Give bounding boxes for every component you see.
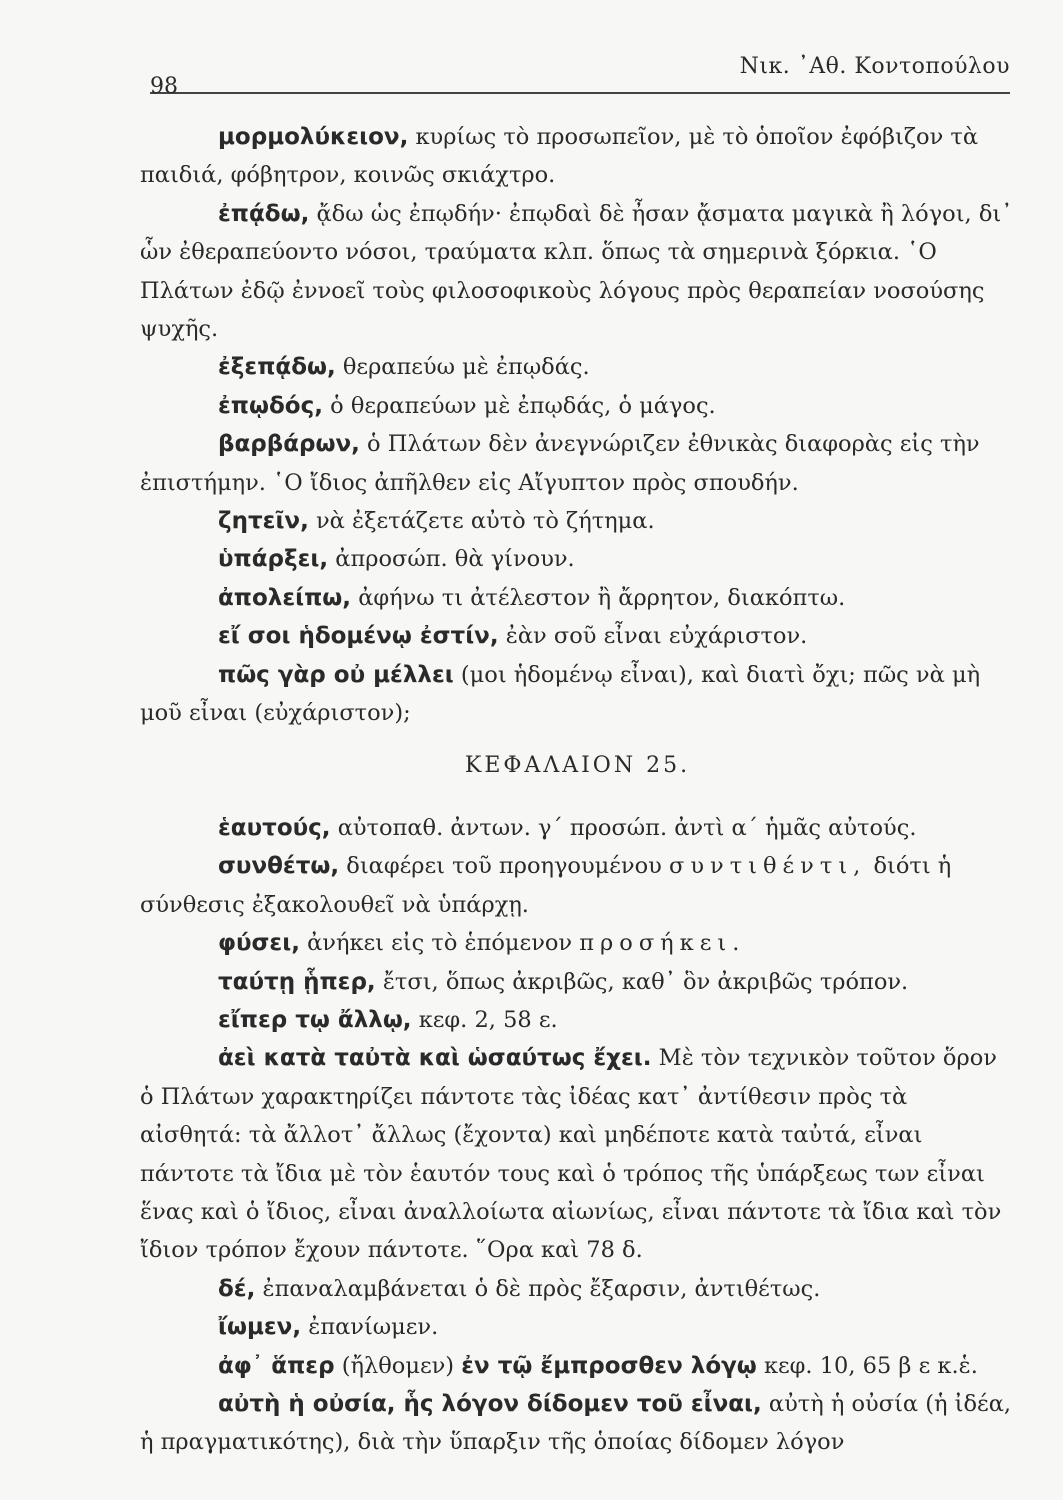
lemma: ζητεῖν, — [218, 508, 309, 535]
gloss: ἀπροσώπ. θὰ γίνουν. — [335, 546, 575, 573]
page-number: 98 — [150, 74, 178, 99]
spaced-word: προσήκει. — [579, 930, 746, 957]
lemma: πῶς γὰρ οὐ μέλλει — [218, 661, 454, 688]
entry — [140, 1347, 1015, 1385]
gloss: ὁ θεραπεύων μὲ ἐπῳδάς, ὁ μάγος. — [330, 392, 716, 419]
gloss: νὰ ἐξετάζετε αὐτὸ τὸ ζήτημα. — [315, 508, 655, 535]
gloss: ὁ Πλάτων δὲν ἀνεγνώριζεν ἐθνικὰς διαφορὰς εἰς τὴν ἐπιστήμην. ῾Ο ἴδιος ἀπῆλθεν εἰς Αἴγυπτον πρὸς σπουδήν. — [140, 431, 980, 496]
gloss: ἀνήκει εἰς τὸ ἑπόμενον — [307, 930, 573, 957]
entry — [140, 387, 1015, 425]
gloss: (μοι ἡδομένῳ εἶναι), καὶ διατὶ ὄχι; πῶς νὰ μὴ μοῦ εἶναι (εὐχάριστον); — [140, 661, 981, 727]
entry — [140, 656, 1015, 733]
commentary-text — [140, 118, 1015, 1462]
entry — [140, 847, 1015, 924]
lemma: ἑαυτούς, — [218, 814, 331, 841]
lemma: ταύτῃ ᾗπερ, — [218, 968, 376, 995]
entry — [140, 1308, 1015, 1346]
entry — [140, 502, 1015, 540]
lemma: βαρβάρων, — [218, 431, 360, 458]
gloss: ἔτσι, ὅπως ἀκριβῶς, καθ᾽ ὃν ἀκριβῶς τρόπον. — [382, 968, 909, 995]
lemma: ἀπολείπω, — [218, 584, 352, 611]
lemma: ὑπάρξει, — [218, 546, 329, 573]
entry — [140, 425, 1015, 502]
spaced-word: συντιθέντι, — [669, 853, 867, 880]
lemma: μορμολύκειον, — [218, 124, 409, 150]
lemma: ἀεὶ κατὰ ταὐτὰ καὶ ὡσαύτως ἔχει. — [218, 1045, 652, 1072]
gloss: αὐτὴ ἡ οὐσία (ἡ ἰδέα, ἡ πραγματικότης), διὰ τὴν ὕπαρξιν τῆς ὁποίας δίδομεν λόγον — [140, 1391, 1012, 1456]
gloss: Μὲ τὸν τεχνικὸν τοῦτον ὅρον ὁ Πλάτων χαρακτηρίζει πάντοτε τὰς ἰδέας κατ᾽ ἀντίθεσιν πρὸς τὰ αἰσθητά: τὰ ἄλλοτ᾽ ἄλλως (ἔχοντα) καὶ μηδέποτε κατὰ ταὐτά, εἶναι πάντοτε τὰ ἴδια μὲ τὸν ἑαυτόν τους καὶ ὁ τρόπος τῆς ὑπάρξεως των εἶναι ἕνας καὶ ὁ ἴδιος, εἶναι ἀναλλοίωτα αἰωνίως, εἶναι πάντοτε τὰ ἴδια καὶ τὸν ἴδιον τρόπον ἔχουν πάντοτε. ῞Ορα καὶ 78 δ. — [140, 1045, 1002, 1264]
gloss: ᾄδω ὡς ἐπῳδήν· ἐπῳδαὶ δὲ ἦσαν ᾄσματα μαγικὰ ἢ λόγοι, δι᾽ ὧν ἐθεραπεύοντο νόσοι, τραύματα κλπ. ὅπως τὰ σημερινὰ ξόρκια. ῾Ο Πλάτων ἐδῷ ἐννοεῖ τοὺς φιλοσοφικοὺς λόγους πρὸς θεραπείαν νοσούσης ψυχῆς. — [140, 200, 1013, 343]
running-head: Νικ. ᾽Αθ. Κοντοπούλου — [739, 54, 1010, 79]
entry — [140, 1039, 1015, 1269]
entry — [140, 195, 1015, 349]
gloss: κυρίως τὸ προσωπεῖον, μὲ τὸ ὁποῖον ἐφόβιζον τὰ παιδιά, φόβητρον, κοινῶς σκιάχτρο. — [140, 124, 979, 189]
gloss: θεραπεύω μὲ ἐπῳδάς. — [342, 354, 590, 381]
entry — [140, 1270, 1015, 1308]
gloss: ἐπανίωμεν. — [308, 1314, 439, 1341]
gloss: διαφέρει τοῦ προηγουμένου — [346, 853, 662, 880]
page-header — [150, 52, 1010, 99]
entry — [140, 348, 1015, 386]
entry — [140, 963, 1015, 1001]
entry — [140, 1385, 1015, 1462]
gloss: κεφ. 2, 58 ε. — [418, 1006, 558, 1033]
lemma: αὐτὴ ἡ οὐσία, ἧς λόγον δίδομεν τοῦ εἶναι, — [218, 1391, 762, 1417]
gloss: ἐπαναλαμβάνεται ὁ δὲ πρὸς ἔξαρσιν, ἀντιθέτως. — [262, 1275, 821, 1302]
lemma: ἐπᾴδω, — [218, 200, 310, 227]
lemma: εἴ σοι ἡδομένῳ ἐστίν, — [218, 623, 499, 650]
lemma: ἴωμεν, — [218, 1314, 302, 1341]
lemma: εἴπερ τῳ ἄλλῳ, — [218, 1006, 412, 1033]
gloss: αὐτοπαθ. ἀντων. γ´ προσώπ. ἀντὶ α´ ἡμᾶς αὐτούς. — [337, 814, 917, 841]
entry — [140, 540, 1015, 578]
entry — [140, 617, 1015, 655]
lemma: φύσει, — [218, 930, 300, 957]
chapter-heading: ΚΕΦΑΛΑΙΟΝ 25. — [464, 752, 691, 778]
entry — [140, 809, 1015, 847]
lemma: ἐξεπᾴδω, — [218, 354, 336, 381]
entry — [140, 1001, 1015, 1039]
lemma: ἐν τῷ ἔμπροσθεν λόγῳ — [461, 1352, 757, 1379]
gloss: διότι ἡ σύνθεσις ἐξακολουθεῖ νὰ ὑπάρχῃ. — [140, 853, 952, 918]
gloss: (ἤλθομεν) — [341, 1352, 455, 1379]
lemma: ἀφ᾽ ἅπερ — [218, 1352, 335, 1379]
entry — [140, 118, 1015, 195]
gloss: κεφ. 10, 65 β ε κ.ἑ. — [763, 1352, 978, 1379]
entry — [140, 579, 1015, 617]
gloss: ἀφήνω τι ἀτέλεστον ἢ ἄρρητον, διακόπτω. — [358, 584, 846, 611]
gloss: ἐὰν σοῦ εἶναι εὐχάριστον. — [505, 623, 808, 650]
entry — [140, 924, 1015, 962]
lemma: δέ, — [218, 1275, 256, 1302]
lemma: συνθέτω, — [218, 853, 340, 880]
lemma: ἐπῳδός, — [218, 392, 323, 419]
